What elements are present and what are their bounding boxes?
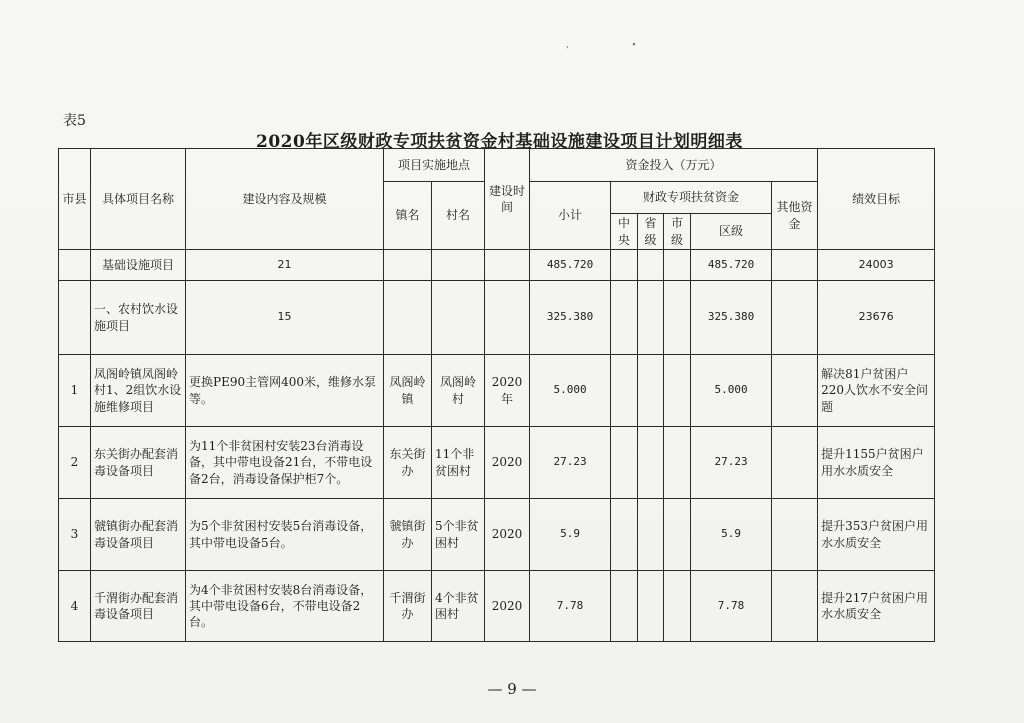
table-row xyxy=(59,355,935,427)
table-cell xyxy=(485,250,530,281)
table-cell xyxy=(638,250,664,281)
header-project-name: 具体项目名称 xyxy=(91,149,186,250)
table-cell xyxy=(638,427,664,499)
project-town: 虢镇街办 xyxy=(384,499,432,571)
project-district: 5.9 xyxy=(691,499,772,571)
table-row xyxy=(59,499,935,571)
project-town: 东关街办 xyxy=(384,427,432,499)
table-cell xyxy=(772,250,818,281)
project-district: 7.78 xyxy=(691,571,772,642)
project-subtotal: 7.78 xyxy=(530,571,611,642)
summary-subtotal: 325.380 xyxy=(530,281,611,355)
summary-content: 21 xyxy=(186,250,384,281)
header-village: 村名 xyxy=(432,182,485,250)
project-village: 4个非贫困村 xyxy=(432,571,485,642)
project-subtotal: 5.000 xyxy=(530,355,611,427)
project-goal: 提升217户贫困户用水水质安全 xyxy=(818,571,935,642)
summary-goal: 23676 xyxy=(818,281,935,355)
header-city: 市级 xyxy=(664,214,691,250)
project-period: 2020 xyxy=(485,427,530,499)
scan-marks: , ∙ xyxy=(566,40,667,50)
project-period: 2020 xyxy=(485,499,530,571)
header-town: 镇名 xyxy=(384,182,432,250)
header-funds: 资金投入（万元） xyxy=(530,149,818,182)
table-cell xyxy=(664,499,691,571)
header-content: 建设内容及规模 xyxy=(186,149,384,250)
project-district: 5.000 xyxy=(691,355,772,427)
table-cell xyxy=(772,571,818,642)
table-cell xyxy=(611,571,638,642)
table-cell xyxy=(432,250,485,281)
header-district: 区级 xyxy=(691,214,772,250)
row-number: 3 xyxy=(59,499,91,571)
summary-row-total xyxy=(59,250,935,281)
table-cell xyxy=(59,281,91,355)
table-cell xyxy=(638,571,664,642)
table-cell xyxy=(611,355,638,427)
project-content: 更换PE90主管网400米，维修水泵等。 xyxy=(186,355,384,427)
table-row xyxy=(59,571,935,642)
header-location: 项目实施地点 xyxy=(384,149,485,182)
summary-name: 一、农村饮水设施项目 xyxy=(91,281,186,355)
table-cell xyxy=(772,427,818,499)
table-cell xyxy=(611,250,638,281)
project-content: 为5个非贫困村安装5台消毒设备，其中带电设备5台。 xyxy=(186,499,384,571)
table-cell xyxy=(664,355,691,427)
project-content: 为11个非贫困村安装23台消毒设备，其中带电设备21台，不带电设备2台，消毒设备保护柜7个。 xyxy=(186,427,384,499)
table-cell xyxy=(384,250,432,281)
table-cell xyxy=(772,355,818,427)
summary-content: 15 xyxy=(186,281,384,355)
table-row xyxy=(59,427,935,499)
header-province: 省级 xyxy=(638,214,664,250)
header-goal: 绩效目标 xyxy=(818,149,935,250)
project-name: 东关街办配套消毒设备项目 xyxy=(91,427,186,499)
row-number: 1 xyxy=(59,355,91,427)
project-name: 千渭街办配套消毒设备项目 xyxy=(91,571,186,642)
table-cell xyxy=(638,499,664,571)
header-fiscal-funds: 财政专项扶贫资金 xyxy=(611,182,772,214)
table-cell xyxy=(384,281,432,355)
project-goal: 提升353户贫困户用水水质安全 xyxy=(818,499,935,571)
table-cell xyxy=(664,281,691,355)
header-subtotal: 小计 xyxy=(530,182,611,250)
table-cell xyxy=(59,250,91,281)
table-cell xyxy=(664,571,691,642)
project-goal: 提升1155户贫困户用水水质安全 xyxy=(818,427,935,499)
header-period: 建设时间 xyxy=(485,149,530,250)
table-cell xyxy=(611,281,638,355)
project-content: 为4个非贫困村安装8台消毒设备，其中带电设备6台，不带电设备2台。 xyxy=(186,571,384,642)
row-number: 4 xyxy=(59,571,91,642)
project-subtotal: 27.23 xyxy=(530,427,611,499)
project-village: 凤阁岭村 xyxy=(432,355,485,427)
header-row-1 xyxy=(59,149,935,182)
table-cell xyxy=(611,427,638,499)
table-cell xyxy=(638,281,664,355)
table-cell xyxy=(772,499,818,571)
summary-district: 485.720 xyxy=(691,250,772,281)
summary-goal: 24003 xyxy=(818,250,935,281)
header-county: 市县 xyxy=(59,149,91,250)
table-cell xyxy=(611,499,638,571)
table-cell xyxy=(485,281,530,355)
row-number: 2 xyxy=(59,427,91,499)
table-cell xyxy=(664,250,691,281)
project-village: 5个非贫困村 xyxy=(432,499,485,571)
project-name: 虢镇街办配套消毒设备项目 xyxy=(91,499,186,571)
project-name: 凤阁岭镇凤阁岭村1、2组饮水设施维修项目 xyxy=(91,355,186,427)
header-other-funds: 其他资金 xyxy=(772,182,818,250)
project-subtotal: 5.9 xyxy=(530,499,611,571)
project-period: 2020 xyxy=(485,571,530,642)
project-plan-table xyxy=(58,148,935,642)
summary-district: 325.380 xyxy=(691,281,772,355)
project-period: 2020年 xyxy=(485,355,530,427)
document-title: 2020年区级财政专项扶贫资金村基础设施建设项目计划明细表 xyxy=(256,132,743,152)
project-town: 凤阁岭镇 xyxy=(384,355,432,427)
table-cell xyxy=(664,427,691,499)
project-town: 千渭街办 xyxy=(384,571,432,642)
summary-row-water xyxy=(59,281,935,355)
summary-subtotal: 485.720 xyxy=(530,250,611,281)
table-cell xyxy=(638,355,664,427)
summary-name: 基础设施项目 xyxy=(91,250,186,281)
page-number: — 9 — xyxy=(487,680,537,698)
project-village: 11个非贫困村 xyxy=(432,427,485,499)
project-goal: 解决81户贫困户220人饮水不安全问题 xyxy=(818,355,935,427)
table-label: 表5 xyxy=(63,113,86,129)
table-cell xyxy=(772,281,818,355)
project-district: 27.23 xyxy=(691,427,772,499)
header-central: 中央 xyxy=(611,214,638,250)
table-cell xyxy=(432,281,485,355)
